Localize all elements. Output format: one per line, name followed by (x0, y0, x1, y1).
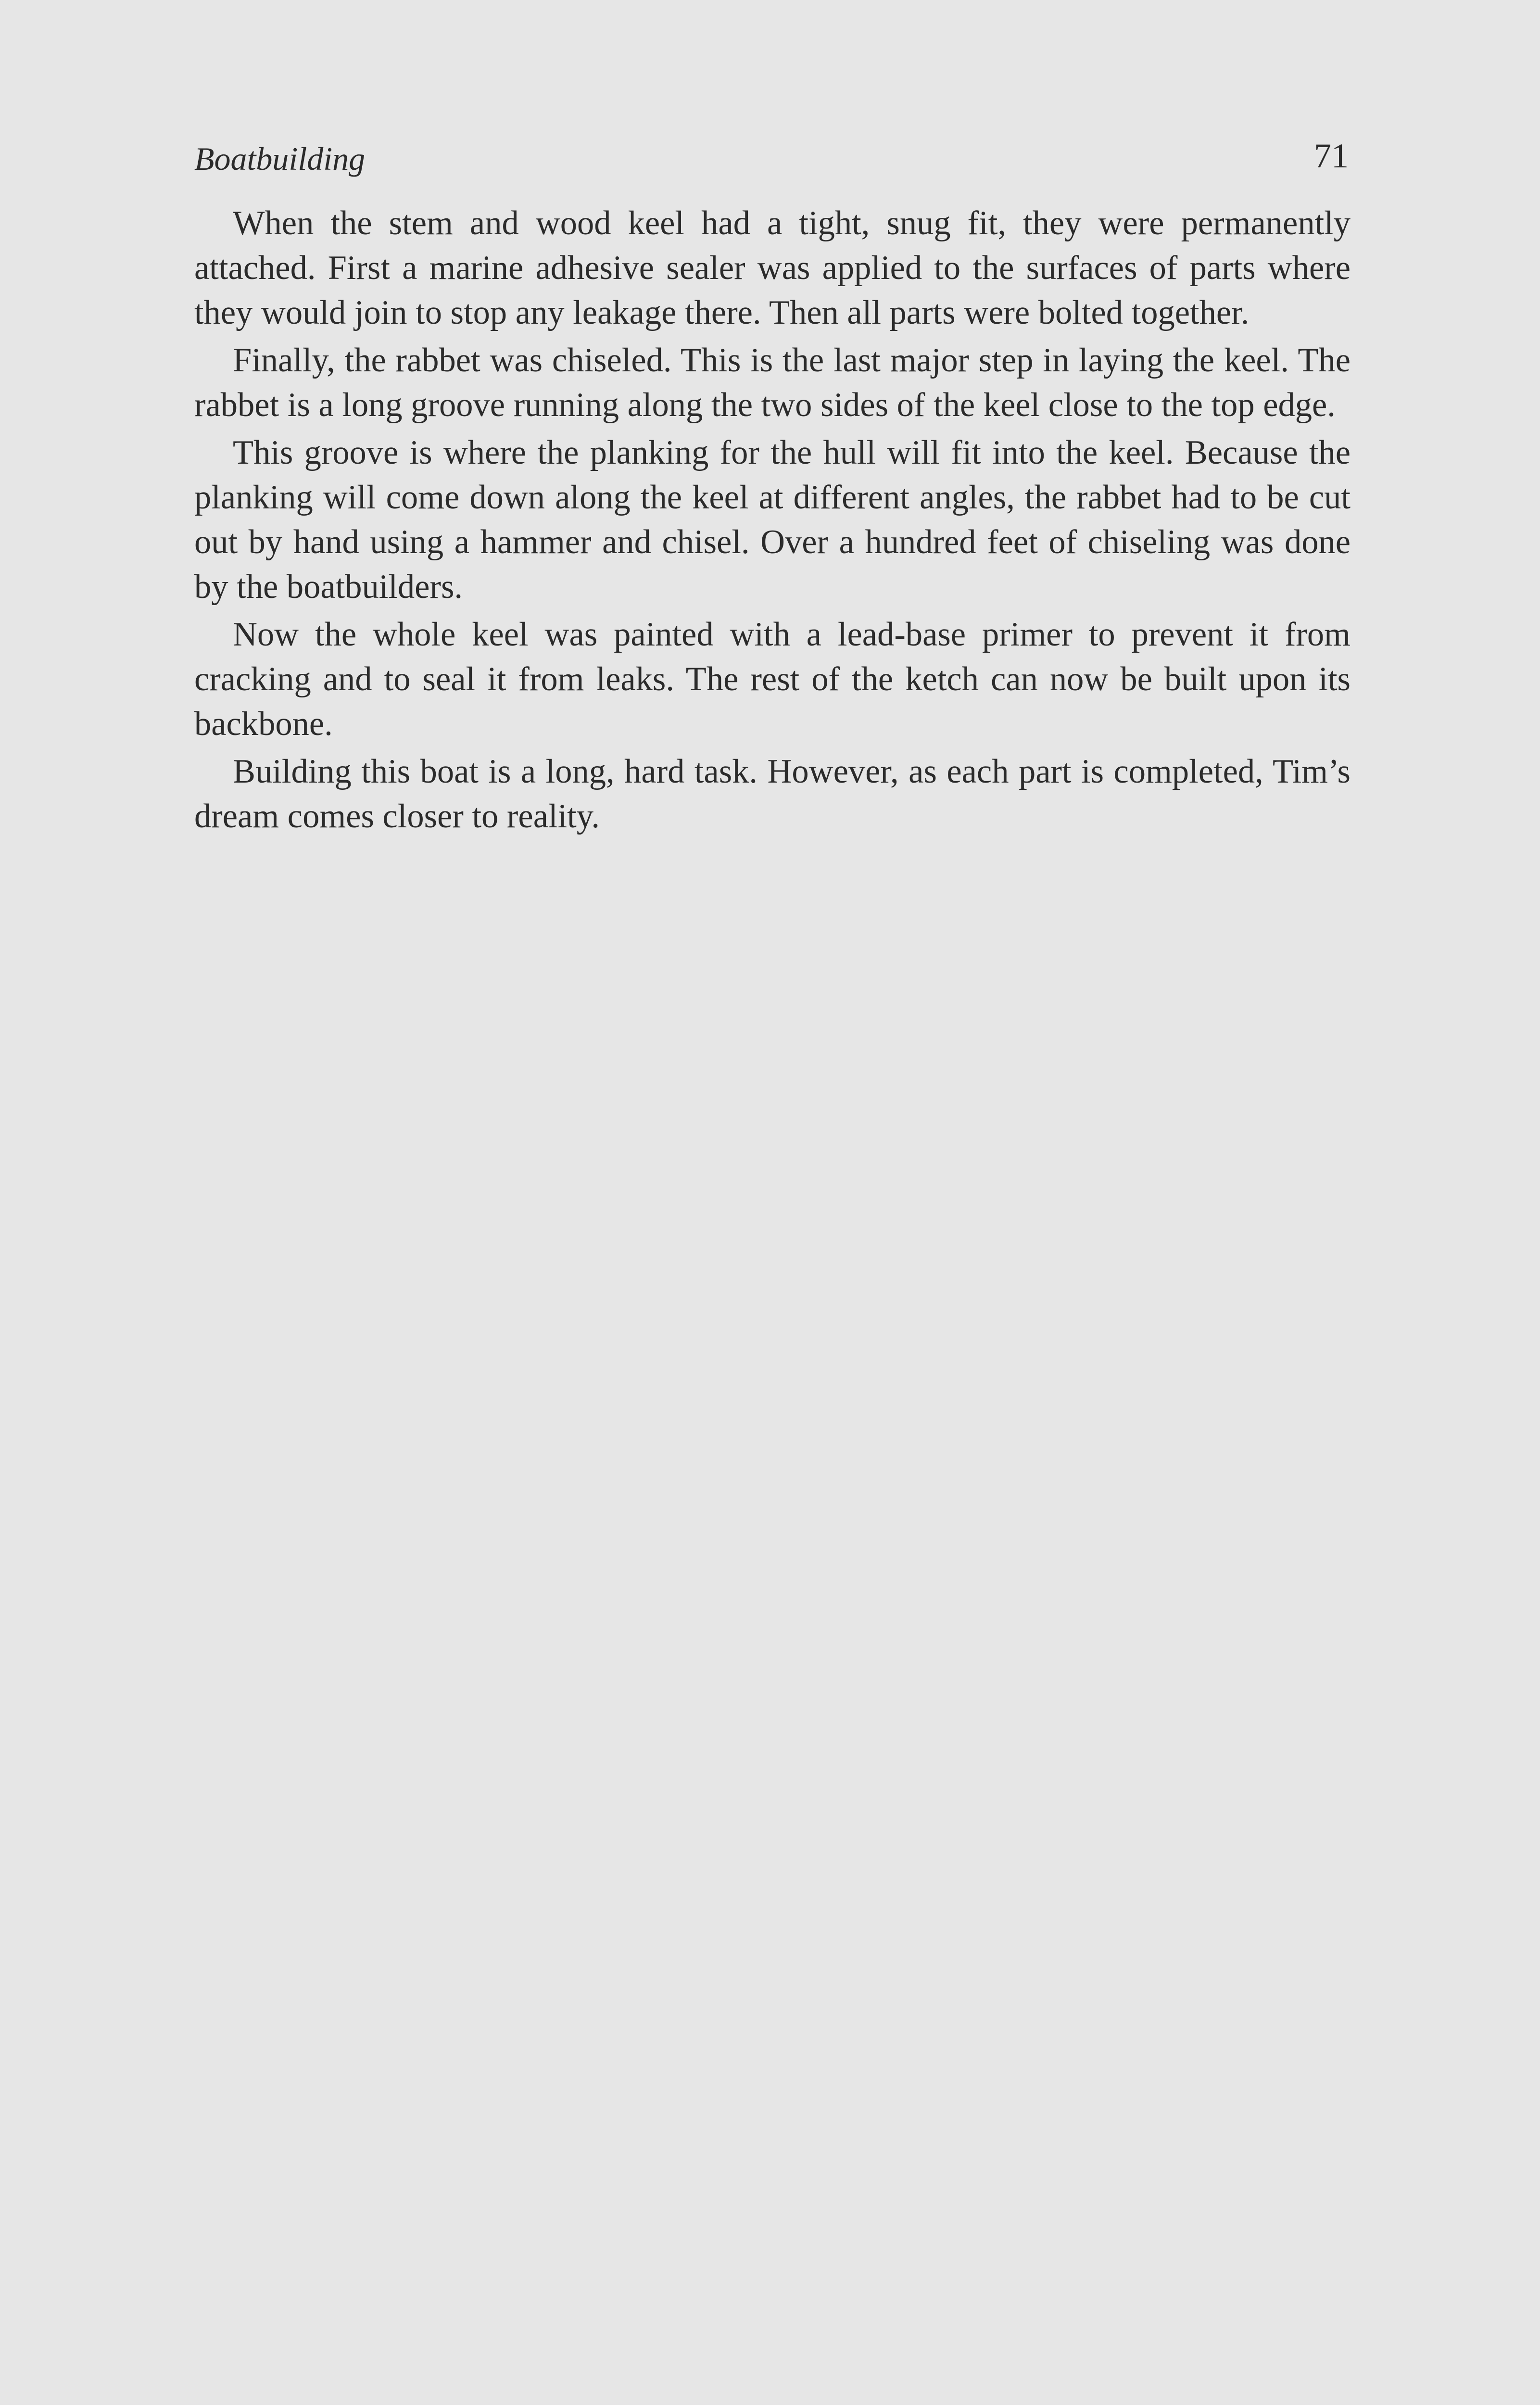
running-head (194, 139, 1349, 188)
paragraph: Now the whole keel was painted with a lead-base primer to prevent it from cracking and to seal it from leaks. The rest of the ketch can now be built upon its backbone. (194, 616, 1351, 743)
paragraph: When the stem and wood keel had a tight, snug fit, they were permanently attached. First a marine adhesive sealer was applied to the surfaces of parts where they would join to stop any leakage there. Then all parts were bolted together. (194, 204, 1351, 331)
paragraph: Building this boat is a long, hard task. However, as each part is completed, Tim’s dream comes closer to reality. (194, 753, 1351, 835)
paragraph: Finally, the rabbet was chiseled. This is the last major step in laying the keel. The rabbet is a long groove running along the two sides of the keel close to the top edge. (194, 342, 1351, 424)
page-number: 71 (1314, 137, 1349, 175)
running-title: Boatbuilding (194, 140, 366, 177)
body-text (194, 201, 1351, 842)
paragraph: This groove is where the planking for the hull will fit into the keel. Because the planking will come down along the keel at different angles, the rabbet had to be cut out by hand using a hammer and chisel. Over a hundred feet of chiseling was done by the boatbuilders. (194, 434, 1351, 606)
